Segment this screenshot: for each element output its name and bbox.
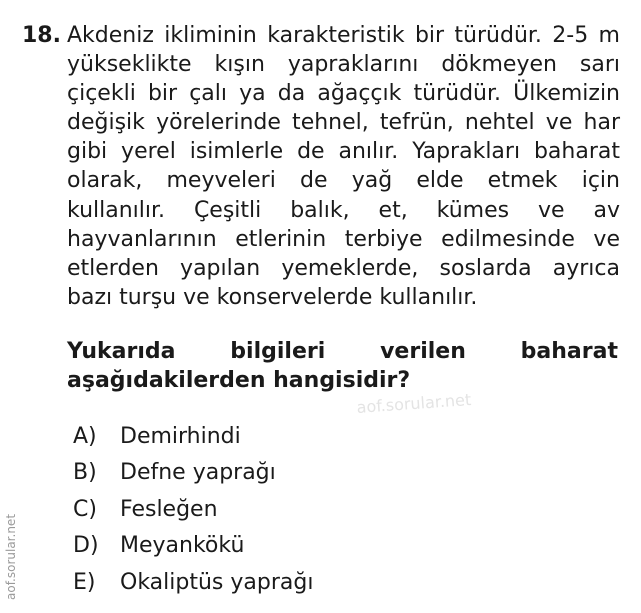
stem-line: çiçekli bir çalı ya da ağaççık türüdür. Ülkemizin <box>67 81 620 107</box>
watermark-right: aof.sorular.net <box>356 389 472 417</box>
option-a[interactable] <box>73 418 313 455</box>
prompt-line: aşağıdakilerden hangisidir? <box>67 368 411 393</box>
stem-line: Akdeniz ikliminin karakteristik bir türüdür. 2-5 m <box>67 23 620 48</box>
watermark-left: aof.sorular.net <box>4 513 18 600</box>
stem-line: kullanılır. Çeşitli balık, et, kümes ve av <box>67 197 620 223</box>
option-text: Okaliptüs yaprağı <box>120 569 314 595</box>
question-stem <box>67 21 620 312</box>
option-e[interactable] <box>73 564 313 601</box>
answer-options <box>73 418 313 601</box>
question-number: 18. <box>22 23 61 48</box>
option-b[interactable] <box>73 455 313 492</box>
option-text: Defne yaprağı <box>120 460 276 486</box>
stem-line: yükseklikte kışın yapraklarını dökmeyen sarı <box>67 52 620 78</box>
option-c[interactable] <box>73 491 313 528</box>
stem-line: olarak, meyveleri de yağ elde etmek için <box>67 168 620 194</box>
stem-line: etlerden yapılan yemeklerde, soslarda ayrıca <box>67 255 620 281</box>
option-d[interactable] <box>73 528 313 565</box>
stem-line: bazı turşu ve konservelerde kullanılır. <box>67 284 478 310</box>
prompt-line: Yukarıda bilgileri verilen baharat <box>67 339 618 364</box>
option-letter: D) <box>73 533 99 559</box>
stem-line: değişik yörelerinde tehnel, tefrün, nehtel ve har <box>67 110 620 136</box>
option-text: Demirhindi <box>120 423 241 449</box>
option-letter: A) <box>73 423 97 449</box>
option-text: Meyankökü <box>120 533 245 559</box>
question-prompt <box>67 337 618 395</box>
stem-line: gibi yerel isimlerle de anılır. Yaprakları baharat <box>67 139 620 165</box>
option-letter: C) <box>73 496 97 522</box>
option-text: Fesleğen <box>120 496 218 522</box>
stem-line: hayvanlarının etlerinin terbiye edilmesinde ve <box>67 226 620 252</box>
option-letter: B) <box>73 460 97 486</box>
option-letter: E) <box>73 569 96 595</box>
